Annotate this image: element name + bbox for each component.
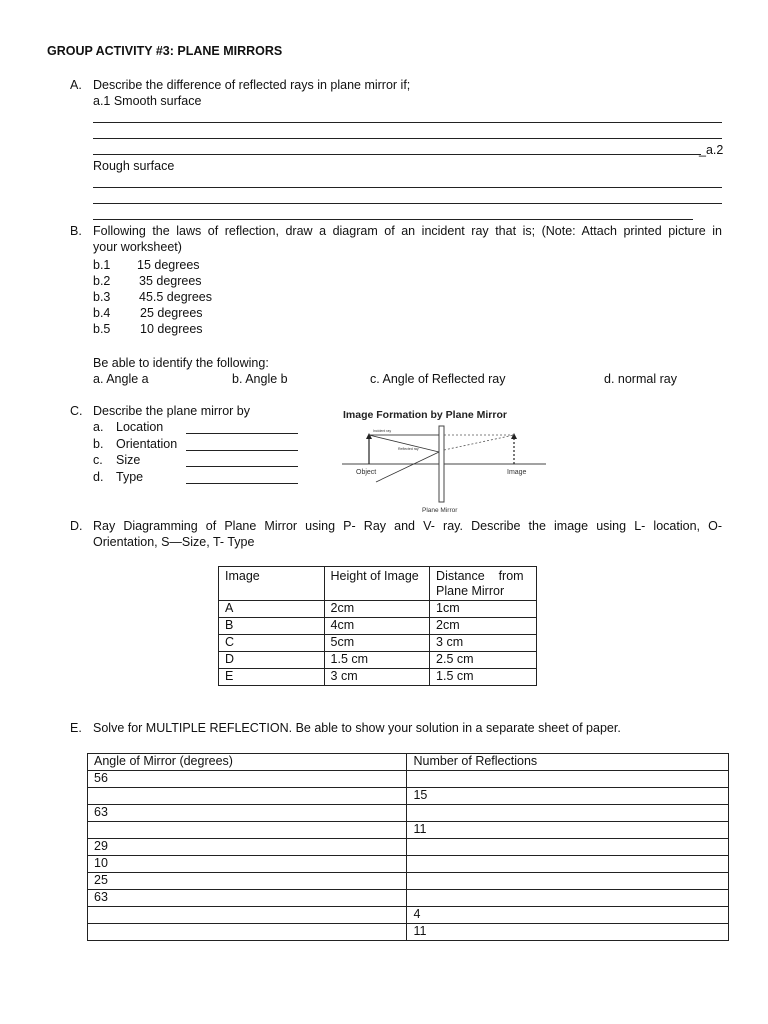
table-cell[interactable]: 63 [88,805,407,822]
answer-line[interactable] [93,203,722,204]
incident-ray-label: Incident ray [373,429,392,433]
answer-line[interactable] [186,433,298,434]
table-cell[interactable]: 29 [88,839,407,856]
table-cell[interactable]: 25 [88,873,407,890]
table-row [88,839,729,856]
reflected-ray-label: Reflected ray [398,447,419,451]
section-c-prompt: Describe the plane mirror by [93,404,251,418]
table-row [219,652,537,669]
b-item-value: 45.5 degrees [139,290,212,304]
table-cell[interactable]: 10 [88,856,407,873]
table-header: Number of Reflections [407,754,729,771]
b-item-label: b.2 [93,274,111,288]
reflected-ray [376,452,439,482]
table-row [219,601,537,618]
table-cell[interactable]: 63 [88,890,407,907]
b-item-value: 10 degrees [140,322,203,336]
table-header: Image [219,567,325,601]
table-row [219,635,537,652]
table-header: Angle of Mirror (degrees) [88,754,407,771]
table-header-line: Distance from [436,569,524,583]
c-item-label: b. [93,437,104,451]
table-cell: 3 cm [324,669,430,686]
table-header-row [219,567,537,601]
c-item-value: Size [116,453,141,467]
table-row [88,890,729,907]
table-header-row [88,754,729,771]
section-a2-label: _a.2 [699,143,724,157]
b-item-label: b.5 [93,322,111,336]
c-item-label: d. [93,470,104,484]
table-cell: C [219,635,325,652]
table-header-line: Plane Mirror [436,584,505,598]
table-cell[interactable]: 4 [407,907,729,924]
section-d-letter: D. [70,519,83,533]
reflection-table [87,753,729,941]
table-cell: B [219,618,325,635]
object-arrowhead [366,433,372,439]
b-item-label: b.1 [93,258,111,272]
section-b-prompt: Following the laws of reflection, draw a diagram of an incident ray that is; (Note: Attach printed picture in [93,224,722,238]
b-item-label: b.4 [93,306,111,320]
plane-mirror-figure [336,402,552,516]
page-title: GROUP ACTIVITY #3: PLANE MIRRORS [47,44,283,58]
section-d-prompt-cont: Orientation, S—Size, T- Type [93,535,255,549]
c-item-label: a. [93,420,104,434]
c-item-value: Type [116,470,144,484]
section-b-letter: B. [70,224,82,238]
image-label: Image [507,469,527,476]
c-item-value: Location [116,420,164,434]
virtual-ray [444,435,514,450]
table-row [88,771,729,788]
section-a-prompt: Describe the difference of reflected rays in plane mirror if; [93,78,411,92]
image-table [218,566,537,686]
table-cell[interactable] [407,890,729,907]
b-item-value: 15 degrees [137,258,200,272]
table-cell[interactable]: 15 [407,788,729,805]
section-e-letter: E. [70,721,82,735]
identify-item: b. Angle b [232,372,288,386]
section-a1-label: a.1 Smooth surface [93,94,202,108]
table-row [88,873,729,890]
table-cell[interactable] [407,771,729,788]
table-cell: 2cm [430,618,537,635]
table-row [88,788,729,805]
section-a-letter: A. [70,78,82,92]
section-a2-rough-label: Rough surface [93,159,175,173]
table-cell[interactable] [407,839,729,856]
table-cell[interactable] [407,805,729,822]
mirror-label: Plane Mirror [422,507,458,514]
section-c-letter: C. [70,404,83,418]
table-cell: 2cm [324,601,430,618]
table-cell: 1.5 cm [430,669,537,686]
b-item-label: b.3 [93,290,111,304]
table-row [219,618,537,635]
answer-line[interactable] [93,187,722,188]
answer-line[interactable] [93,219,693,220]
table-row [219,669,537,686]
figure-title: Image Formation by Plane Mirror [343,409,507,421]
table-row [88,924,729,941]
answer-line[interactable] [93,138,722,139]
c-item-label: c. [93,453,103,467]
identify-item: a. Angle a [93,372,149,386]
b-item-value: 35 degrees [139,274,202,288]
table-cell[interactable]: 56 [88,771,407,788]
table-cell: D [219,652,325,669]
table-row [88,805,729,822]
table-row [88,856,729,873]
table-cell[interactable] [88,822,407,839]
answer-line[interactable] [186,483,298,484]
object-label: Object [356,469,377,476]
table-cell: 1cm [430,601,537,618]
b-item-value: 25 degrees [140,306,203,320]
table-cell[interactable]: 11 [407,822,729,839]
table-header: Height of Image [324,567,430,601]
answer-line[interactable] [186,450,298,451]
table-cell: 4cm [324,618,430,635]
answer-line[interactable] [93,154,701,155]
table-cell: A [219,601,325,618]
image-arrowhead [511,433,517,439]
c-item-value: Orientation [116,437,178,451]
table-cell: E [219,669,325,686]
table-cell[interactable] [88,788,407,805]
mirror [439,426,444,502]
table-cell: 3 cm [430,635,537,652]
table-cell: 1.5 cm [324,652,430,669]
table-row [88,822,729,839]
identify-item: c. Angle of Reflected ray [370,372,506,386]
identify-heading: Be able to identify the following: [93,356,269,370]
section-b-prompt-cont: your worksheet) [93,240,182,254]
answer-line[interactable] [93,122,722,123]
table-cell[interactable] [88,907,407,924]
table-cell: 5cm [324,635,430,652]
section-d-prompt: Ray Diagramming of Plane Mirror using P- Ray and V- ray. Describe the image using L- location, O- [93,519,722,533]
answer-line[interactable] [186,466,298,467]
table-cell[interactable] [407,856,729,873]
table-cell[interactable]: 11 [407,924,729,941]
table-header [430,567,537,601]
table-cell[interactable] [88,924,407,941]
table-cell[interactable] [407,873,729,890]
table-cell: 2.5 cm [430,652,537,669]
table-row [88,907,729,924]
identify-item: d. normal ray [604,372,677,386]
section-e-prompt: Solve for MULTIPLE REFLECTION. Be able to show your solution in a separate sheet of paper. [93,721,621,735]
